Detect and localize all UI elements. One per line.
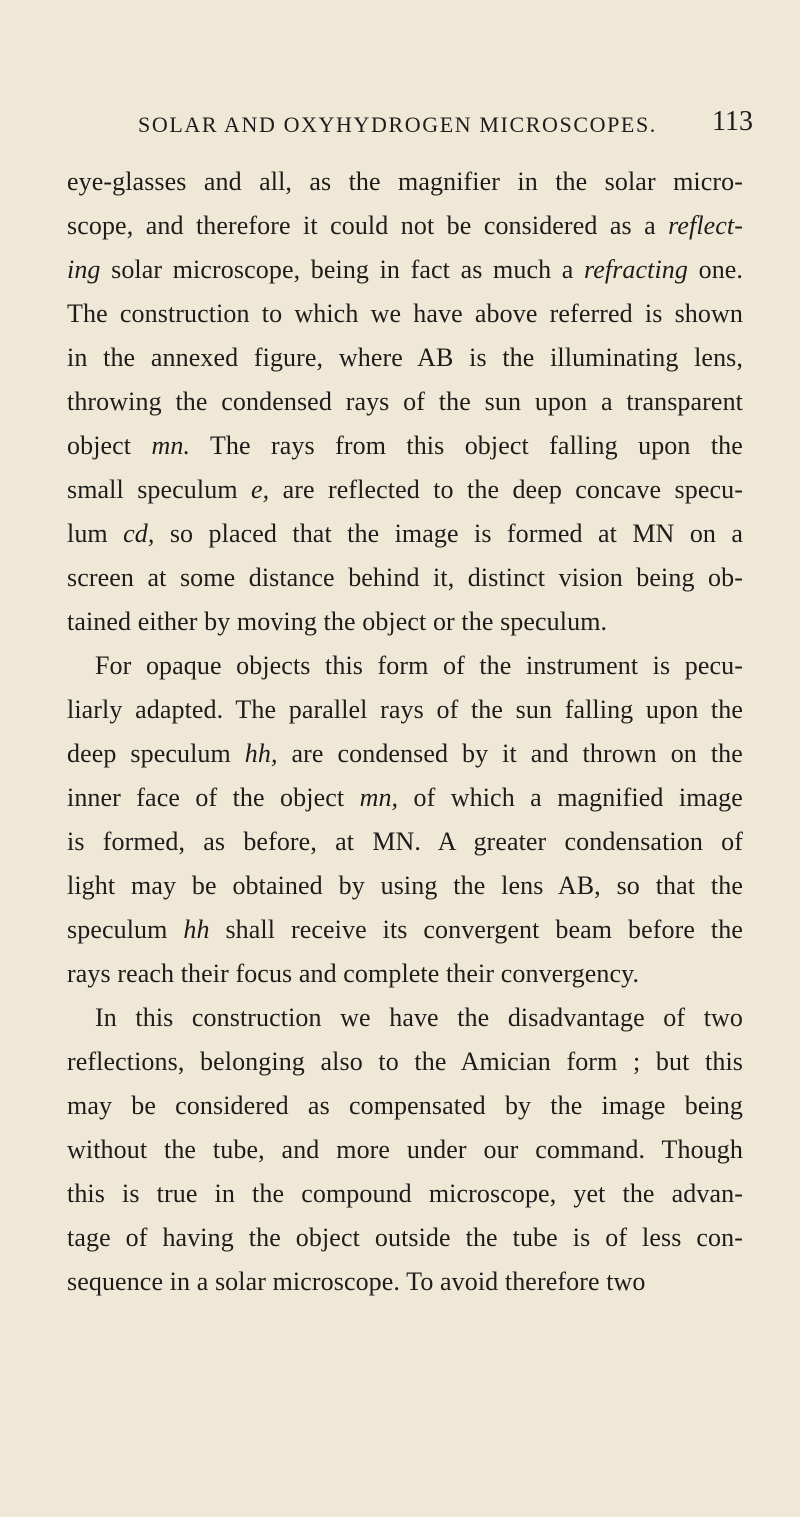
paragraph-2 xyxy=(67,644,743,996)
text-line: scope, and therefore it could not be considered as a reflect- xyxy=(67,211,744,240)
paragraph-3 xyxy=(67,996,743,1304)
text-line: tained either by moving the object or the speculum. xyxy=(67,607,608,636)
text-line: this is true in the compound microscope, yet the advan- xyxy=(67,1179,743,1208)
text-line: screen at some distance behind it, distinct vision being ob- xyxy=(67,563,743,592)
text-line: is formed, as before, at MN. A greater condensation of xyxy=(67,827,743,856)
text-line: For opaque objects this form of the instrument is pecu- xyxy=(95,651,743,680)
text-line: eye-glasses and all, as the magnifier in the solar micro- xyxy=(67,167,743,196)
text-line: in the annexed figure, where AB is the illuminating lens, xyxy=(67,343,743,372)
text-line: ing solar microscope, being in fact as much a refracting one. xyxy=(67,255,744,284)
text-line: lum cd, so placed that the image is formed at MN on a xyxy=(67,519,744,548)
text-line: inner face of the object mn, of which a magnified image xyxy=(67,783,743,812)
text-line: The construction to which we have above referred is shown xyxy=(67,299,743,328)
text-line: sequence in a solar microscope. To avoid therefore two xyxy=(67,1267,646,1296)
text-line: throwing the condensed rays of the sun upon a transparent xyxy=(67,387,743,416)
text-line: tage of having the object outside the tube is of less con- xyxy=(67,1223,743,1252)
text-line: speculum hh shall receive its convergent beam before the xyxy=(67,915,743,944)
text-line: liarly adapted. The parallel rays of the sun falling upon the xyxy=(67,695,743,724)
text-line: light may be obtained by using the lens AB, so that the xyxy=(67,871,743,900)
page-number: 113 xyxy=(712,106,753,137)
text-line: In this construction we have the disadvantage of two xyxy=(95,1003,743,1032)
text-line: object mn. The rays from this object falling upon the xyxy=(67,431,743,460)
text-line: reflections, belonging also to the Amician form ; but this xyxy=(67,1047,743,1076)
page-header xyxy=(0,106,800,146)
text-line: rays reach their focus and complete their convergency. xyxy=(67,959,640,988)
text-line: small speculum e, are reflected to the deep concave specu- xyxy=(67,475,743,504)
text-line: may be considered as compensated by the image being xyxy=(67,1091,743,1120)
text-line: deep speculum hh, are condensed by it and thrown on the xyxy=(67,739,743,768)
running-head: SOLAR AND OXYHYDROGEN MICROSCOPES. xyxy=(138,112,657,137)
text-line: without the tube, and more under our command. Though xyxy=(67,1135,743,1164)
paragraph-1 xyxy=(67,160,743,644)
body-text xyxy=(67,160,743,1304)
